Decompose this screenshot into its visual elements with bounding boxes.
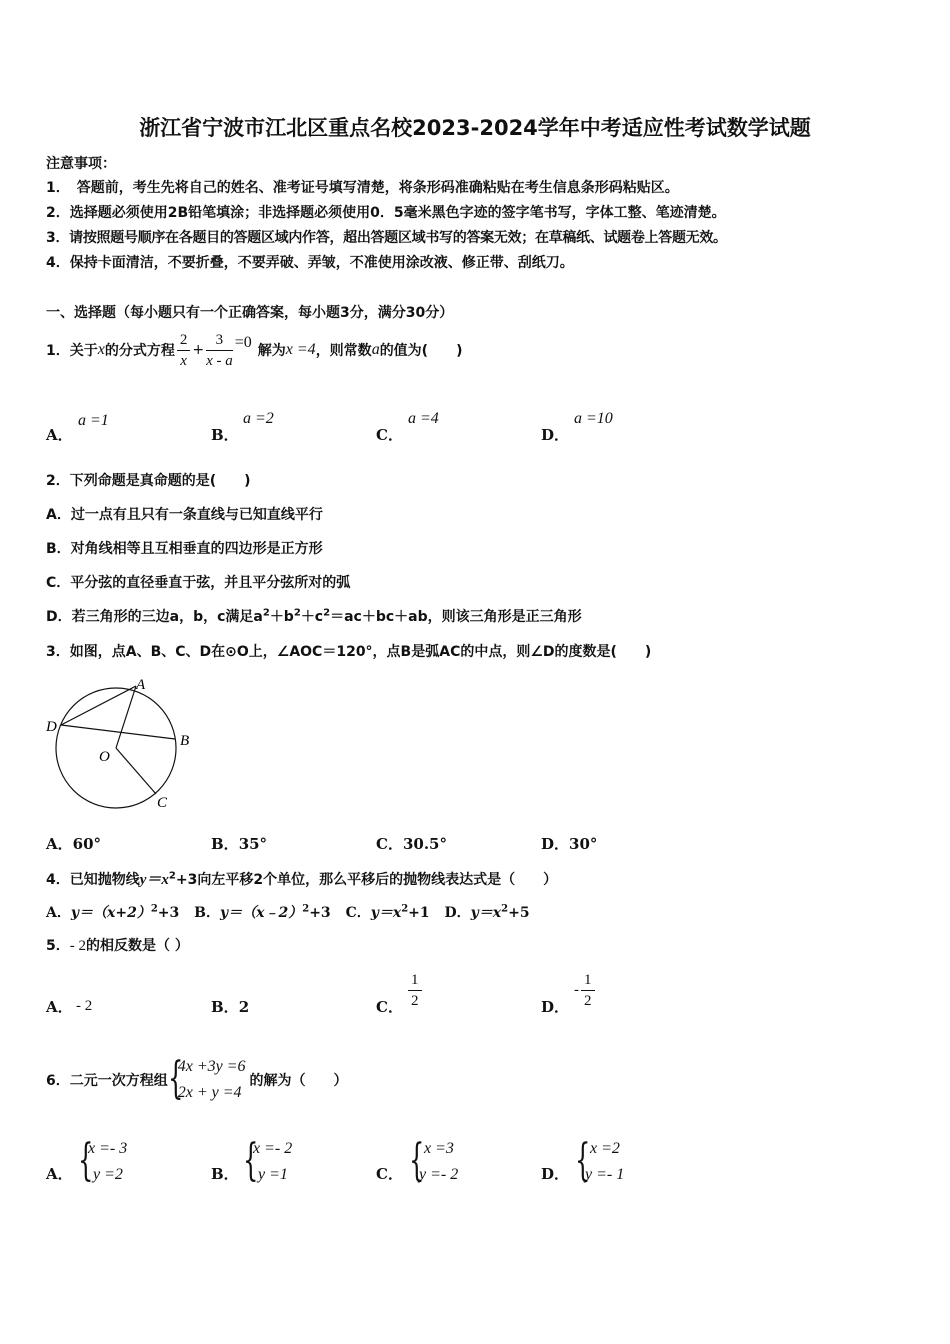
q1-plus: +: [192, 342, 205, 358]
q1-fraction-2: $\frac{3}{x - a}$: [206, 331, 233, 369]
question-5: 5．- 2的相反数是（ ）: [46, 938, 189, 954]
q1-fraction-1: $\frac{2}{x}$: [177, 330, 191, 371]
label-c: C: [157, 795, 168, 811]
q4-option-d: D．$y=x^2+5$: [444, 903, 530, 921]
q5-option-d-fraction: - $\frac{1}{2}$: [574, 970, 597, 1011]
notice-item-3: 3．请按照题号顺序在各题目的答题区域内作答，超出答题区域书写的答案无效；在草稿纸、试题卷上答题无效。: [46, 230, 727, 246]
q3-option-d: D．30°: [541, 835, 598, 853]
q4-option-a: A．$y=(x+2)^2+3$: [46, 903, 180, 921]
radius-oc: [116, 748, 156, 794]
q1-end: 的值为( ): [379, 343, 463, 359]
q5-option-c-label: C．: [376, 998, 403, 1016]
label-a: A: [136, 677, 146, 693]
q2-option-c: C．平分弦的直径垂直于弦，并且平分弦所对的弧: [46, 575, 351, 591]
q6-option-b-label: B．: [211, 1165, 239, 1183]
q6-system: { 4x +3y =6 2x + y =4: [167, 1053, 246, 1104]
q6-option-d-system: { x =2 y =- 1: [575, 1135, 625, 1186]
q1-option-c-value: a =4: [408, 410, 439, 427]
chord-db: [61, 725, 175, 739]
q6-option-b-system: { x =- 2 y =1: [243, 1135, 293, 1186]
question-2: 2．下列命题是真命题的是( ): [46, 473, 251, 489]
q1-option-a-label: A．: [46, 426, 73, 444]
question-6: 6．二元一次方程组 { 4x +3y =6 2x + y =4 的解为（ ）: [46, 1053, 348, 1104]
q1-var: x: [97, 341, 105, 358]
q3-option-a: A．60°: [46, 835, 102, 853]
q5-option-c-fraction: $\frac{1}{2}$: [406, 970, 424, 1011]
q6-option-c-label: C．: [376, 1165, 403, 1183]
q1-mid: 的分式方程: [104, 343, 175, 359]
q1-option-b-value: a =2: [243, 410, 274, 427]
q2-option-a: A．过一点有且只有一条直线与已知直线平行: [46, 507, 323, 523]
q1-a: a: [371, 341, 380, 358]
notice-item-2: 2．选择题必须使用2B铅笔填涂；非选择题必须使用0．5毫米黑色字迹的签字笔书写，字体工整、笔迹清楚。: [46, 205, 726, 221]
q6-option-a-system: { x =- 3 y =2: [78, 1135, 128, 1186]
q5-option-a-label: A．: [46, 998, 73, 1016]
q6-option-d-label: D．: [541, 1165, 570, 1183]
label-b: B: [180, 733, 190, 749]
q3-option-c: C．30.5°: [376, 835, 447, 853]
q1-option-c-label: C．: [376, 426, 403, 444]
q1-option-d-label: D．: [541, 426, 570, 444]
section-heading: 一、选择题（每小题只有一个正确答案，每小题3分，满分30分）: [46, 305, 454, 321]
q1-option-b-label: B．: [211, 426, 239, 444]
question-4: 4．已知抛物线$y=x^2+3$向左平移2个单位，那么平移后的抛物线表达式是（ ）: [46, 870, 558, 888]
notice-item-4: 4．保持卡面清洁，不要折叠，不要弄破、弄皱，不准使用涂改液、修正带、刮纸刀。: [46, 255, 574, 271]
q2-option-b: B．对角线相等且互相垂直的四边形是正方形: [46, 541, 323, 557]
question-3: 3．如图，点A、B、C、D在⊙O上，∠AOC＝120°，点B是弧AC的中点，则∠D的度数是( ): [46, 644, 652, 660]
q6-option-a-label: A．: [46, 1165, 73, 1183]
q4-option-b: B．y＝（x﹣2）$^2$+3: [194, 903, 331, 921]
q2-option-d: D．若三角形的三边a，b，c满足$a^2+b^2+c^2=ac+bc+ab$，则该三角形是正三角形: [46, 607, 582, 625]
label-o: O: [99, 749, 110, 765]
q5-option-d-label: D．: [541, 998, 570, 1016]
q5-option-a-value: - 2: [76, 998, 93, 1014]
q4-options: [46, 902, 530, 922]
q6-option-c-system: { x =3 y =- 2: [409, 1135, 459, 1186]
q1-option-a-value: a =1: [78, 412, 109, 429]
q3-circle-figure: [40, 672, 210, 822]
q3-option-b: B．35°: [211, 835, 268, 853]
label-d: D: [46, 719, 57, 735]
q1-eq0: =0: [234, 334, 252, 351]
page-title: 浙江省宁波市江北区重点名校2023-2024学年中考适应性考试数学试题: [139, 116, 811, 140]
notice-heading: 注意事项：: [46, 156, 116, 172]
notice-item-1: 1． 答题前，考生先将自己的姓名、准考证号填写清楚，将条形码准确粘贴在考生信息条形码粘贴区。: [46, 180, 679, 196]
q4-option-c: C．$y=x^2+1$: [345, 903, 430, 921]
q1-pre: 1．关于: [46, 343, 98, 359]
q5-option-b: B．2: [211, 998, 250, 1016]
q1-option-d-value: a =10: [574, 410, 613, 427]
q1-solve: 解为: [257, 343, 286, 359]
q1-post: ，则常数: [315, 343, 372, 359]
question-1: [46, 326, 462, 374]
q1-solution: x =4: [285, 341, 316, 358]
